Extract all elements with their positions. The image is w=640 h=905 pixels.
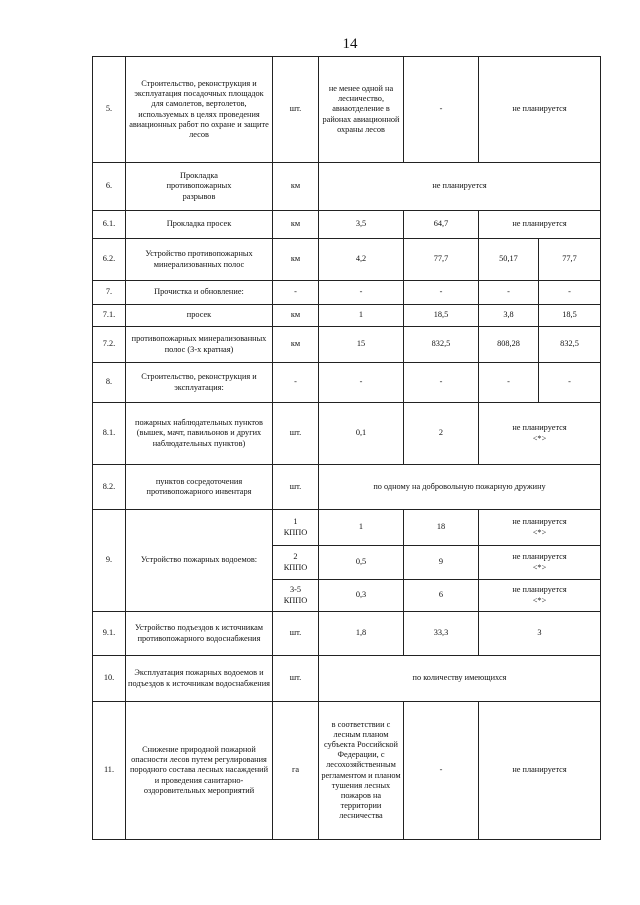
- row-name: Эксплуатация пожарных водоемов и подъездов к источникам водоснабжения: [126, 656, 273, 702]
- row-value: 0,3: [319, 580, 404, 612]
- row-name: Устройство пожарных водоемов:: [126, 510, 273, 612]
- row-value: 1,8: [319, 612, 404, 656]
- row-value: 1: [319, 510, 404, 546]
- row-number: 5.: [93, 57, 126, 163]
- row-unit: 1 КППО: [273, 510, 319, 546]
- row-unit: км: [273, 239, 319, 281]
- row-value: 18,5: [539, 305, 601, 327]
- table-row-6: [93, 163, 601, 211]
- row-value: 6: [404, 580, 479, 612]
- row-name: противопожарных минерализованных полос (3-х кратная): [126, 327, 273, 363]
- row-number: 7.1.: [93, 305, 126, 327]
- table-row-9-1: [93, 612, 601, 656]
- row-name: пожарных наблюдательных пунктов (вышек, мачт, павильонов и других наблюдательных пунктов): [126, 403, 273, 465]
- row-value: -: [404, 702, 479, 840]
- row-unit: км: [273, 211, 319, 239]
- row-unit: шт.: [273, 403, 319, 465]
- row-value: 2: [404, 403, 479, 465]
- row-unit: -: [273, 363, 319, 403]
- row-number: 10.: [93, 656, 126, 702]
- row-unit: шт.: [273, 612, 319, 656]
- row-value: 15: [319, 327, 404, 363]
- row-value: в соответствии с лесным планом субъекта Российской Федерации, с лесохозяйственным регламентом и планом тушения лесных пожаров на территории лесничества: [319, 702, 404, 840]
- row-value: 77,7: [539, 239, 601, 281]
- table-row-5: [93, 57, 601, 163]
- table-row-11: [93, 702, 601, 840]
- row-name: Строительство, реконструкция и эксплуатация:: [126, 363, 273, 403]
- row-name: Устройство противопожарных минерализованных полос: [126, 239, 273, 281]
- row-value: -: [404, 57, 479, 163]
- row-number: 7.2.: [93, 327, 126, 363]
- table-row-8: [93, 363, 601, 403]
- row-value: не планируется <*>: [479, 403, 601, 465]
- row-number: 7.: [93, 281, 126, 305]
- row-value: не планируется: [479, 211, 601, 239]
- row-unit: шт.: [273, 57, 319, 163]
- row-number: 6.1.: [93, 211, 126, 239]
- row-unit: шт.: [273, 465, 319, 510]
- row-value: не планируется <*>: [479, 580, 601, 612]
- table-row-7-1: [93, 305, 601, 327]
- row-name: Прокладка противопожарных разрывов: [126, 163, 273, 211]
- row-number: 6.: [93, 163, 126, 211]
- row-name: пунктов сосредоточения противопожарного инвентаря: [126, 465, 273, 510]
- row-name: Строительство, реконструкция и эксплуатация посадочных площадок для самолетов, вертолетов, используемых в целях проведения авиационных работ по охране и защите лесов: [126, 57, 273, 163]
- row-unit: 3-5 КППО: [273, 580, 319, 612]
- page-number: 14: [342, 36, 358, 52]
- row-value: -: [404, 363, 479, 403]
- row-value: не планируется: [479, 57, 601, 163]
- row-value: 3,5: [319, 211, 404, 239]
- row-unit: га: [273, 702, 319, 840]
- row-unit: 2 КППО: [273, 546, 319, 580]
- row-value: -: [539, 363, 601, 403]
- row-value: 0,5: [319, 546, 404, 580]
- row-value: 1: [319, 305, 404, 327]
- row-unit: км: [273, 305, 319, 327]
- row-value: 832,5: [539, 327, 601, 363]
- row-unit: -: [273, 281, 319, 305]
- row-value: 808,28: [479, 327, 539, 363]
- row-number: 9.1.: [93, 612, 126, 656]
- row-value: 77,7: [404, 239, 479, 281]
- row-name: Прокладка просек: [126, 211, 273, 239]
- row-name: Устройство подъездов к источникам противопожарного водоснабжения: [126, 612, 273, 656]
- row-number: 8.2.: [93, 465, 126, 510]
- row-value: 832,5: [404, 327, 479, 363]
- row-value: 18: [404, 510, 479, 546]
- row-value: не планируется <*>: [479, 546, 601, 580]
- row-unit: км: [273, 327, 319, 363]
- row-value: не планируется <*>: [479, 510, 601, 546]
- row-value: -: [479, 281, 539, 305]
- row-value: 18,5: [404, 305, 479, 327]
- row-value: 0,1: [319, 403, 404, 465]
- row-number: 11.: [93, 702, 126, 840]
- table-row-9: [93, 510, 601, 546]
- row-value: -: [319, 281, 404, 305]
- table-row-7: [93, 281, 601, 305]
- row-merged-value: не планируется: [319, 163, 601, 211]
- table-row-8-2: [93, 465, 601, 510]
- row-value: 3: [479, 612, 601, 656]
- row-name: Снижение природной пожарной опасности лесов путем регулирования породного состава лесных насаждений и проведения санитарно-оздоровительных мероприятий: [126, 702, 273, 840]
- row-value: 64,7: [404, 211, 479, 239]
- row-number: 8.1.: [93, 403, 126, 465]
- row-value: не планируется: [479, 702, 601, 840]
- row-value: -: [319, 363, 404, 403]
- row-name: Прочистка и обновление:: [126, 281, 273, 305]
- table-row-6-1: [93, 211, 601, 239]
- row-number: 9.: [93, 510, 126, 612]
- row-merged-value: по количеству имеющихся: [319, 656, 601, 702]
- row-value: 50,17: [479, 239, 539, 281]
- row-value: 33,3: [404, 612, 479, 656]
- row-name: просек: [126, 305, 273, 327]
- row-unit: км: [273, 163, 319, 211]
- row-merged-value: по одному на добровольную пожарную дружину: [319, 465, 601, 510]
- row-number: 8.: [93, 363, 126, 403]
- table-row-6-2: [93, 239, 601, 281]
- row-value: -: [404, 281, 479, 305]
- table-row-8-1: [93, 403, 601, 465]
- row-value: 9: [404, 546, 479, 580]
- table-row-10: [93, 656, 601, 702]
- fire-prevention-table: [92, 56, 601, 840]
- table-row-7-2: [93, 327, 601, 363]
- row-value: -: [539, 281, 601, 305]
- row-value: 4,2: [319, 239, 404, 281]
- row-value: не менее одной на лесничество, авиаотделение в районах авиационной охраны лесов: [319, 57, 404, 163]
- row-number: 6.2.: [93, 239, 126, 281]
- row-value: -: [479, 363, 539, 403]
- row-unit: шт.: [273, 656, 319, 702]
- row-value: 3,8: [479, 305, 539, 327]
